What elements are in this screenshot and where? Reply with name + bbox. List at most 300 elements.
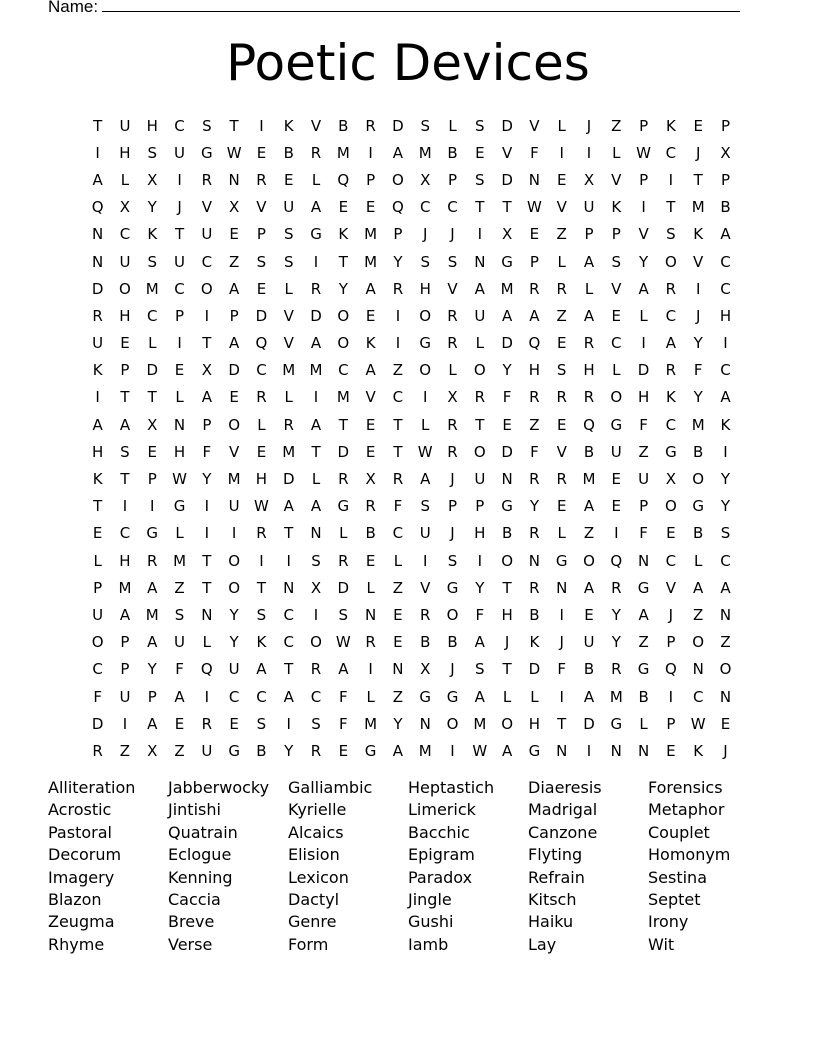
grid-letter[interactable]: R bbox=[665, 361, 677, 380]
grid-letter[interactable]: T bbox=[502, 660, 512, 679]
grid-letter[interactable]: Q bbox=[583, 415, 595, 434]
grid-letter[interactable]: Z bbox=[638, 442, 649, 461]
grid-letter[interactable]: A bbox=[693, 578, 704, 597]
grid-letter[interactable]: U bbox=[583, 198, 595, 217]
grid-letter[interactable]: A bbox=[583, 497, 595, 516]
grid-letter[interactable]: O bbox=[446, 605, 459, 624]
grid-letter[interactable]: A bbox=[310, 497, 322, 516]
grid-letter[interactable]: Q bbox=[610, 551, 623, 570]
grid-letter[interactable]: L bbox=[557, 524, 566, 543]
grid-letter[interactable]: Z bbox=[392, 578, 404, 597]
grid-letter[interactable]: A bbox=[365, 279, 376, 298]
grid-letter[interactable]: H bbox=[119, 551, 131, 570]
grid-letter[interactable]: L bbox=[366, 578, 375, 597]
grid-letter[interactable]: T bbox=[256, 578, 267, 597]
grid-letter[interactable]: F bbox=[693, 361, 703, 380]
grid-letter[interactable]: B bbox=[501, 524, 513, 543]
grid-letter[interactable]: N bbox=[283, 578, 295, 597]
grid-letter[interactable]: P bbox=[447, 497, 458, 516]
grid-letter[interactable]: A bbox=[583, 252, 595, 271]
grid-letter[interactable]: R bbox=[529, 524, 540, 543]
grid-letter[interactable]: Y bbox=[147, 198, 157, 217]
grid-letter[interactable]: M bbox=[173, 551, 187, 570]
grid-letter[interactable]: L bbox=[530, 687, 539, 706]
grid-letter[interactable]: J bbox=[450, 225, 455, 244]
grid-letter[interactable]: B bbox=[720, 198, 731, 217]
grid-letter[interactable]: N bbox=[92, 225, 104, 244]
grid-letter[interactable]: X bbox=[147, 415, 158, 434]
grid-letter[interactable]: G bbox=[310, 225, 322, 244]
grid-letter[interactable]: O bbox=[392, 170, 404, 189]
grid-letter[interactable]: C bbox=[447, 198, 458, 217]
grid-letter[interactable]: W bbox=[417, 442, 433, 461]
grid-letter[interactable]: P bbox=[202, 415, 212, 434]
grid-letter[interactable]: H bbox=[419, 279, 431, 298]
grid-letter[interactable]: K bbox=[256, 633, 267, 652]
grid-letter[interactable]: S bbox=[202, 116, 212, 135]
grid-letter[interactable]: K bbox=[283, 116, 294, 135]
grid-letter[interactable]: U bbox=[228, 660, 240, 679]
grid-letter[interactable]: V bbox=[229, 442, 240, 461]
grid-letter[interactable]: M bbox=[582, 470, 596, 489]
grid-letter[interactable]: L bbox=[202, 633, 212, 652]
grid-letter[interactable]: C bbox=[720, 279, 731, 298]
grid-letter[interactable]: M bbox=[364, 714, 378, 733]
grid-letter[interactable]: E bbox=[338, 198, 349, 217]
grid-letter[interactable]: D bbox=[337, 578, 350, 597]
grid-letter[interactable]: A bbox=[392, 143, 404, 162]
grid-letter[interactable]: D bbox=[501, 334, 513, 353]
grid-letter[interactable]: R bbox=[447, 334, 458, 353]
grid-letter[interactable]: A bbox=[474, 633, 485, 652]
grid-letter[interactable]: D bbox=[337, 442, 350, 461]
grid-letter[interactable]: R bbox=[338, 551, 349, 570]
grid-letter[interactable]: X bbox=[119, 198, 131, 217]
grid-letter[interactable]: S bbox=[147, 252, 157, 271]
grid-letter[interactable]: W bbox=[472, 741, 488, 760]
grid-letter[interactable]: D bbox=[583, 714, 595, 733]
grid-letter[interactable]: M bbox=[691, 198, 705, 217]
grid-letter[interactable]: O bbox=[119, 279, 131, 298]
grid-letter[interactable]: E bbox=[611, 470, 622, 489]
grid-letter[interactable]: E bbox=[365, 306, 376, 325]
grid-letter[interactable]: Z bbox=[228, 252, 240, 271]
grid-letter[interactable]: Z bbox=[392, 361, 404, 380]
grid-letter[interactable]: C bbox=[611, 334, 622, 353]
grid-letter[interactable]: G bbox=[337, 497, 350, 516]
grid-letter[interactable]: O bbox=[501, 714, 513, 733]
grid-letter[interactable]: N bbox=[528, 170, 541, 189]
grid-letter[interactable]: D bbox=[91, 714, 104, 733]
grid-letter[interactable]: Y bbox=[720, 497, 731, 516]
grid-letter[interactable]: I bbox=[95, 388, 100, 407]
grid-letter[interactable]: I bbox=[259, 116, 264, 135]
grid-letter[interactable]: O bbox=[610, 388, 623, 407]
grid-letter[interactable]: S bbox=[311, 551, 321, 570]
grid-letter[interactable]: A bbox=[229, 279, 240, 298]
grid-letter[interactable]: F bbox=[557, 660, 567, 679]
grid-letter[interactable]: Z bbox=[529, 415, 540, 434]
grid-letter[interactable]: Z bbox=[119, 741, 131, 760]
grid-letter[interactable]: S bbox=[475, 660, 485, 679]
grid-letter[interactable]: R bbox=[447, 306, 458, 325]
grid-letter[interactable]: T bbox=[557, 714, 567, 733]
grid-letter[interactable]: I bbox=[586, 143, 592, 162]
grid-letter[interactable]: N bbox=[637, 551, 650, 570]
grid-letter[interactable]: N bbox=[365, 605, 377, 624]
grid-letter[interactable]: R bbox=[447, 415, 458, 434]
grid-letter[interactable]: J bbox=[450, 470, 455, 489]
grid-letter[interactable]: F bbox=[639, 524, 648, 543]
grid-letter[interactable]: Z bbox=[556, 225, 567, 244]
grid-letter[interactable]: M bbox=[364, 225, 378, 244]
grid-letter[interactable]: E bbox=[229, 388, 239, 407]
grid-letter[interactable]: P bbox=[393, 225, 403, 244]
grid-letter[interactable]: N bbox=[719, 687, 732, 706]
grid-letter[interactable]: G bbox=[610, 714, 623, 733]
grid-letter[interactable]: B bbox=[338, 116, 349, 135]
grid-letter[interactable]: S bbox=[556, 361, 567, 380]
grid-letter[interactable]: T bbox=[120, 470, 130, 489]
grid-letter[interactable]: R bbox=[611, 660, 622, 679]
grid-letter[interactable]: C bbox=[720, 361, 731, 380]
grid-letter[interactable]: Z bbox=[392, 687, 404, 706]
grid-letter[interactable]: C bbox=[310, 687, 322, 706]
grid-letter[interactable]: C bbox=[228, 687, 240, 706]
grid-letter[interactable]: W bbox=[335, 633, 351, 652]
grid-letter[interactable]: R bbox=[338, 470, 349, 489]
grid-letter[interactable]: N bbox=[92, 252, 104, 271]
grid-letter[interactable]: Z bbox=[720, 633, 731, 652]
grid-letter[interactable]: Y bbox=[393, 714, 403, 733]
grid-letter[interactable]: E bbox=[365, 198, 376, 217]
grid-letter[interactable]: E bbox=[529, 225, 540, 244]
grid-letter[interactable]: X bbox=[583, 170, 595, 189]
grid-letter[interactable]: A bbox=[474, 279, 485, 298]
grid-letter[interactable]: T bbox=[393, 442, 403, 461]
grid-letter[interactable]: S bbox=[420, 116, 430, 135]
grid-letter[interactable]: X bbox=[201, 361, 212, 380]
grid-letter[interactable]: L bbox=[448, 361, 457, 380]
grid-letter[interactable]: G bbox=[228, 741, 240, 760]
grid-letter[interactable]: F bbox=[393, 497, 403, 516]
grid-letter[interactable]: R bbox=[283, 415, 294, 434]
grid-letter[interactable]: L bbox=[557, 116, 566, 135]
grid-letter[interactable]: A bbox=[92, 415, 103, 434]
grid-letter[interactable]: R bbox=[556, 279, 567, 298]
grid-letter[interactable]: P bbox=[639, 170, 649, 189]
grid-letter[interactable]: L bbox=[284, 279, 293, 298]
grid-letter[interactable]: G bbox=[501, 497, 513, 516]
grid-letter[interactable]: E bbox=[502, 415, 512, 434]
grid-letter[interactable]: I bbox=[204, 687, 210, 706]
grid-letter[interactable]: K bbox=[92, 470, 103, 489]
grid-letter[interactable]: H bbox=[474, 524, 486, 543]
grid-letter[interactable]: V bbox=[310, 116, 322, 135]
grid-letter[interactable]: O bbox=[337, 334, 350, 353]
grid-letter[interactable]: W bbox=[690, 714, 706, 733]
grid-letter[interactable]: U bbox=[92, 334, 104, 353]
grid-letter[interactable]: S bbox=[256, 252, 267, 271]
grid-letter[interactable]: I bbox=[422, 388, 428, 407]
grid-letter[interactable]: Y bbox=[147, 660, 157, 679]
grid-letter[interactable]: D bbox=[146, 361, 159, 380]
grid-letter[interactable]: I bbox=[422, 551, 428, 570]
grid-letter[interactable]: M bbox=[609, 687, 623, 706]
grid-letter[interactable]: Y bbox=[229, 605, 239, 624]
grid-letter[interactable]: M bbox=[473, 714, 487, 733]
grid-letter[interactable]: F bbox=[175, 660, 184, 679]
grid-letter[interactable]: M bbox=[145, 279, 159, 298]
grid-letter[interactable]: M bbox=[418, 143, 432, 162]
grid-letter[interactable]: I bbox=[122, 714, 128, 733]
grid-letter[interactable]: T bbox=[284, 524, 294, 543]
grid-letter[interactable]: M bbox=[364, 252, 378, 271]
grid-letter[interactable]: O bbox=[228, 415, 241, 434]
grid-letter[interactable]: I bbox=[204, 306, 210, 325]
grid-letter[interactable]: K bbox=[611, 198, 622, 217]
grid-letter[interactable]: I bbox=[395, 306, 401, 325]
grid-letter[interactable]: U bbox=[119, 116, 131, 135]
grid-letter[interactable]: G bbox=[555, 551, 568, 570]
grid-letter[interactable]: C bbox=[174, 116, 185, 135]
grid-letter[interactable]: C bbox=[392, 524, 404, 543]
grid-letter[interactable]: R bbox=[529, 578, 540, 597]
grid-letter[interactable]: X bbox=[447, 388, 458, 407]
grid-letter[interactable]: S bbox=[420, 252, 430, 271]
grid-letter[interactable]: L bbox=[584, 279, 594, 298]
grid-letter[interactable]: A bbox=[92, 170, 103, 189]
grid-letter[interactable]: U bbox=[228, 497, 240, 516]
grid-letter[interactable]: G bbox=[501, 252, 513, 271]
grid-letter[interactable]: N bbox=[310, 524, 322, 543]
grid-letter[interactable]: A bbox=[501, 741, 513, 760]
grid-letter[interactable]: O bbox=[419, 361, 432, 380]
grid-letter[interactable]: K bbox=[338, 225, 349, 244]
grid-letter[interactable]: H bbox=[255, 470, 268, 489]
grid-letter[interactable]: A bbox=[665, 334, 677, 353]
grid-letter[interactable]: O bbox=[692, 633, 705, 652]
grid-letter[interactable]: V bbox=[365, 388, 376, 407]
grid-letter[interactable]: I bbox=[313, 605, 319, 624]
grid-letter[interactable]: E bbox=[556, 497, 567, 516]
grid-letter[interactable]: A bbox=[310, 334, 322, 353]
grid-letter[interactable]: A bbox=[229, 334, 240, 353]
grid-letter[interactable]: I bbox=[231, 524, 237, 543]
grid-letter[interactable]: Z bbox=[693, 605, 704, 624]
grid-letter[interactable]: A bbox=[119, 605, 131, 624]
grid-letter[interactable]: S bbox=[611, 252, 622, 271]
grid-letter[interactable]: G bbox=[692, 497, 704, 516]
grid-letter[interactable]: R bbox=[365, 633, 376, 652]
grid-letter[interactable]: N bbox=[173, 415, 186, 434]
grid-letter[interactable]: G bbox=[419, 687, 432, 706]
grid-letter[interactable]: O bbox=[337, 306, 350, 325]
grid-letter[interactable]: T bbox=[311, 442, 321, 461]
grid-letter[interactable]: G bbox=[446, 687, 459, 706]
grid-letter[interactable]: I bbox=[641, 334, 646, 353]
grid-letter[interactable]: L bbox=[448, 116, 457, 135]
grid-letter[interactable]: S bbox=[256, 605, 267, 624]
grid-letter[interactable]: N bbox=[392, 660, 404, 679]
grid-letter[interactable]: R bbox=[392, 470, 404, 489]
grid-letter[interactable]: M bbox=[691, 415, 705, 434]
grid-letter[interactable]: J bbox=[422, 225, 428, 244]
grid-letter[interactable]: V bbox=[501, 143, 513, 162]
grid-letter[interactable]: O bbox=[446, 714, 459, 733]
grid-letter[interactable]: L bbox=[366, 687, 375, 706]
grid-letter[interactable]: N bbox=[474, 252, 486, 271]
grid-letter[interactable]: I bbox=[641, 198, 646, 217]
grid-letter[interactable]: F bbox=[502, 388, 512, 407]
grid-letter[interactable]: X bbox=[501, 225, 513, 244]
grid-letter[interactable]: T bbox=[338, 252, 348, 271]
grid-letter[interactable]: U bbox=[174, 143, 186, 162]
grid-letter[interactable]: J bbox=[668, 605, 674, 624]
grid-letter[interactable]: A bbox=[365, 361, 376, 380]
grid-letter[interactable]: T bbox=[147, 388, 157, 407]
grid-letter[interactable]: A bbox=[583, 687, 595, 706]
grid-letter[interactable]: I bbox=[204, 524, 210, 543]
grid-letter[interactable]: C bbox=[119, 524, 131, 543]
grid-letter[interactable]: U bbox=[474, 306, 486, 325]
grid-letter[interactable]: R bbox=[92, 306, 103, 325]
grid-letter[interactable]: X bbox=[147, 170, 158, 189]
grid-letter[interactable]: P bbox=[175, 306, 185, 325]
grid-letter[interactable]: U bbox=[174, 633, 186, 652]
grid-letter[interactable]: R bbox=[474, 388, 486, 407]
grid-letter[interactable]: K bbox=[693, 741, 704, 760]
grid-letter[interactable]: A bbox=[583, 578, 595, 597]
grid-letter[interactable]: P bbox=[611, 225, 621, 244]
grid-letter[interactable]: P bbox=[120, 361, 130, 380]
grid-letter[interactable]: T bbox=[475, 198, 485, 217]
grid-letter[interactable]: R bbox=[583, 388, 595, 407]
grid-letter[interactable]: L bbox=[557, 252, 566, 271]
grid-letter[interactable]: Q bbox=[337, 170, 350, 189]
grid-letter[interactable]: X bbox=[147, 741, 158, 760]
grid-letter[interactable]: C bbox=[665, 143, 677, 162]
grid-letter[interactable]: E bbox=[666, 741, 676, 760]
grid-letter[interactable]: S bbox=[256, 714, 267, 733]
grid-letter[interactable]: I bbox=[177, 334, 182, 353]
grid-letter[interactable]: K bbox=[92, 361, 103, 380]
grid-letter[interactable]: S bbox=[147, 143, 157, 162]
grid-letter[interactable]: U bbox=[638, 470, 650, 489]
grid-letter[interactable]: O bbox=[719, 660, 732, 679]
grid-letter[interactable]: C bbox=[174, 279, 185, 298]
grid-letter[interactable]: F bbox=[339, 714, 348, 733]
grid-letter[interactable]: S bbox=[338, 605, 349, 624]
grid-letter[interactable]: E bbox=[365, 551, 376, 570]
grid-letter[interactable]: S bbox=[174, 605, 185, 624]
grid-letter[interactable]: C bbox=[283, 605, 294, 624]
grid-letter[interactable]: H bbox=[501, 605, 513, 624]
grid-letter[interactable]: G bbox=[364, 741, 377, 760]
grid-letter[interactable]: A bbox=[583, 306, 595, 325]
grid-letter[interactable]: L bbox=[148, 334, 157, 353]
grid-letter[interactable]: K bbox=[665, 388, 676, 407]
grid-letter[interactable]: H bbox=[119, 306, 131, 325]
grid-letter[interactable]: D bbox=[282, 470, 295, 489]
grid-letter[interactable]: C bbox=[665, 551, 677, 570]
grid-letter[interactable]: T bbox=[693, 170, 703, 189]
grid-letter[interactable]: G bbox=[446, 578, 459, 597]
grid-letter[interactable]: X bbox=[420, 170, 431, 189]
grid-letter[interactable]: E bbox=[229, 225, 239, 244]
grid-letter[interactable]: I bbox=[477, 225, 483, 244]
grid-letter[interactable]: C bbox=[147, 306, 158, 325]
grid-letter[interactable]: E bbox=[720, 714, 731, 733]
grid-letter[interactable]: P bbox=[93, 578, 103, 597]
grid-letter[interactable]: S bbox=[283, 252, 294, 271]
grid-letter[interactable]: R bbox=[611, 578, 622, 597]
grid-letter[interactable]: D bbox=[228, 361, 240, 380]
grid-letter[interactable]: U bbox=[201, 225, 213, 244]
grid-letter[interactable]: O bbox=[228, 578, 241, 597]
grid-letter[interactable]: V bbox=[256, 198, 267, 217]
grid-letter[interactable]: Z bbox=[174, 578, 185, 597]
grid-letter[interactable]: X bbox=[365, 470, 376, 489]
grid-letter[interactable]: A bbox=[338, 660, 349, 679]
grid-letter[interactable]: A bbox=[147, 714, 158, 733]
grid-letter[interactable]: T bbox=[174, 225, 185, 244]
grid-letter[interactable]: J bbox=[586, 116, 592, 135]
grid-letter[interactable]: M bbox=[418, 741, 432, 760]
grid-letter[interactable]: Y bbox=[720, 470, 731, 489]
grid-letter[interactable]: C bbox=[720, 252, 731, 271]
grid-letter[interactable]: L bbox=[175, 524, 184, 543]
grid-letter[interactable]: C bbox=[419, 198, 431, 217]
grid-letter[interactable]: M bbox=[118, 578, 132, 597]
grid-letter[interactable]: E bbox=[256, 143, 267, 162]
grid-letter[interactable]: X bbox=[420, 660, 431, 679]
grid-letter[interactable]: E bbox=[393, 633, 403, 652]
grid-letter[interactable]: T bbox=[393, 415, 403, 434]
grid-letter[interactable]: C bbox=[665, 415, 677, 434]
grid-letter[interactable]: T bbox=[93, 116, 103, 135]
grid-letter[interactable]: C bbox=[283, 633, 294, 652]
grid-letter[interactable]: L bbox=[120, 170, 130, 189]
grid-letter[interactable]: R bbox=[147, 551, 158, 570]
grid-letter[interactable]: R bbox=[256, 170, 267, 189]
grid-letter[interactable]: G bbox=[637, 660, 650, 679]
grid-letter[interactable]: P bbox=[639, 116, 649, 135]
grid-letter[interactable]: I bbox=[313, 252, 319, 271]
grid-letter[interactable]: H bbox=[528, 361, 541, 380]
grid-letter[interactable]: A bbox=[529, 306, 540, 325]
grid-letter[interactable]: P bbox=[147, 687, 157, 706]
grid-letter[interactable]: B bbox=[529, 605, 540, 624]
grid-letter[interactable]: G bbox=[528, 741, 541, 760]
grid-letter[interactable]: A bbox=[147, 633, 158, 652]
grid-letter[interactable]: I bbox=[614, 524, 619, 543]
grid-letter[interactable]: B bbox=[283, 143, 294, 162]
grid-letter[interactable]: W bbox=[254, 497, 269, 516]
grid-letter[interactable]: L bbox=[612, 143, 621, 162]
grid-letter[interactable]: Y bbox=[611, 633, 621, 652]
grid-letter[interactable]: S bbox=[447, 252, 458, 271]
grid-letter[interactable]: V bbox=[447, 279, 458, 298]
grid-letter[interactable]: D bbox=[91, 279, 104, 298]
grid-letter[interactable]: E bbox=[365, 442, 376, 461]
grid-letter[interactable]: Y bbox=[202, 470, 212, 489]
grid-letter[interactable]: C bbox=[92, 660, 103, 679]
grid-letter[interactable]: V bbox=[529, 116, 540, 135]
grid-letter[interactable]: A bbox=[392, 741, 404, 760]
grid-letter[interactable]: I bbox=[668, 687, 674, 706]
grid-letter[interactable]: I bbox=[204, 497, 210, 516]
